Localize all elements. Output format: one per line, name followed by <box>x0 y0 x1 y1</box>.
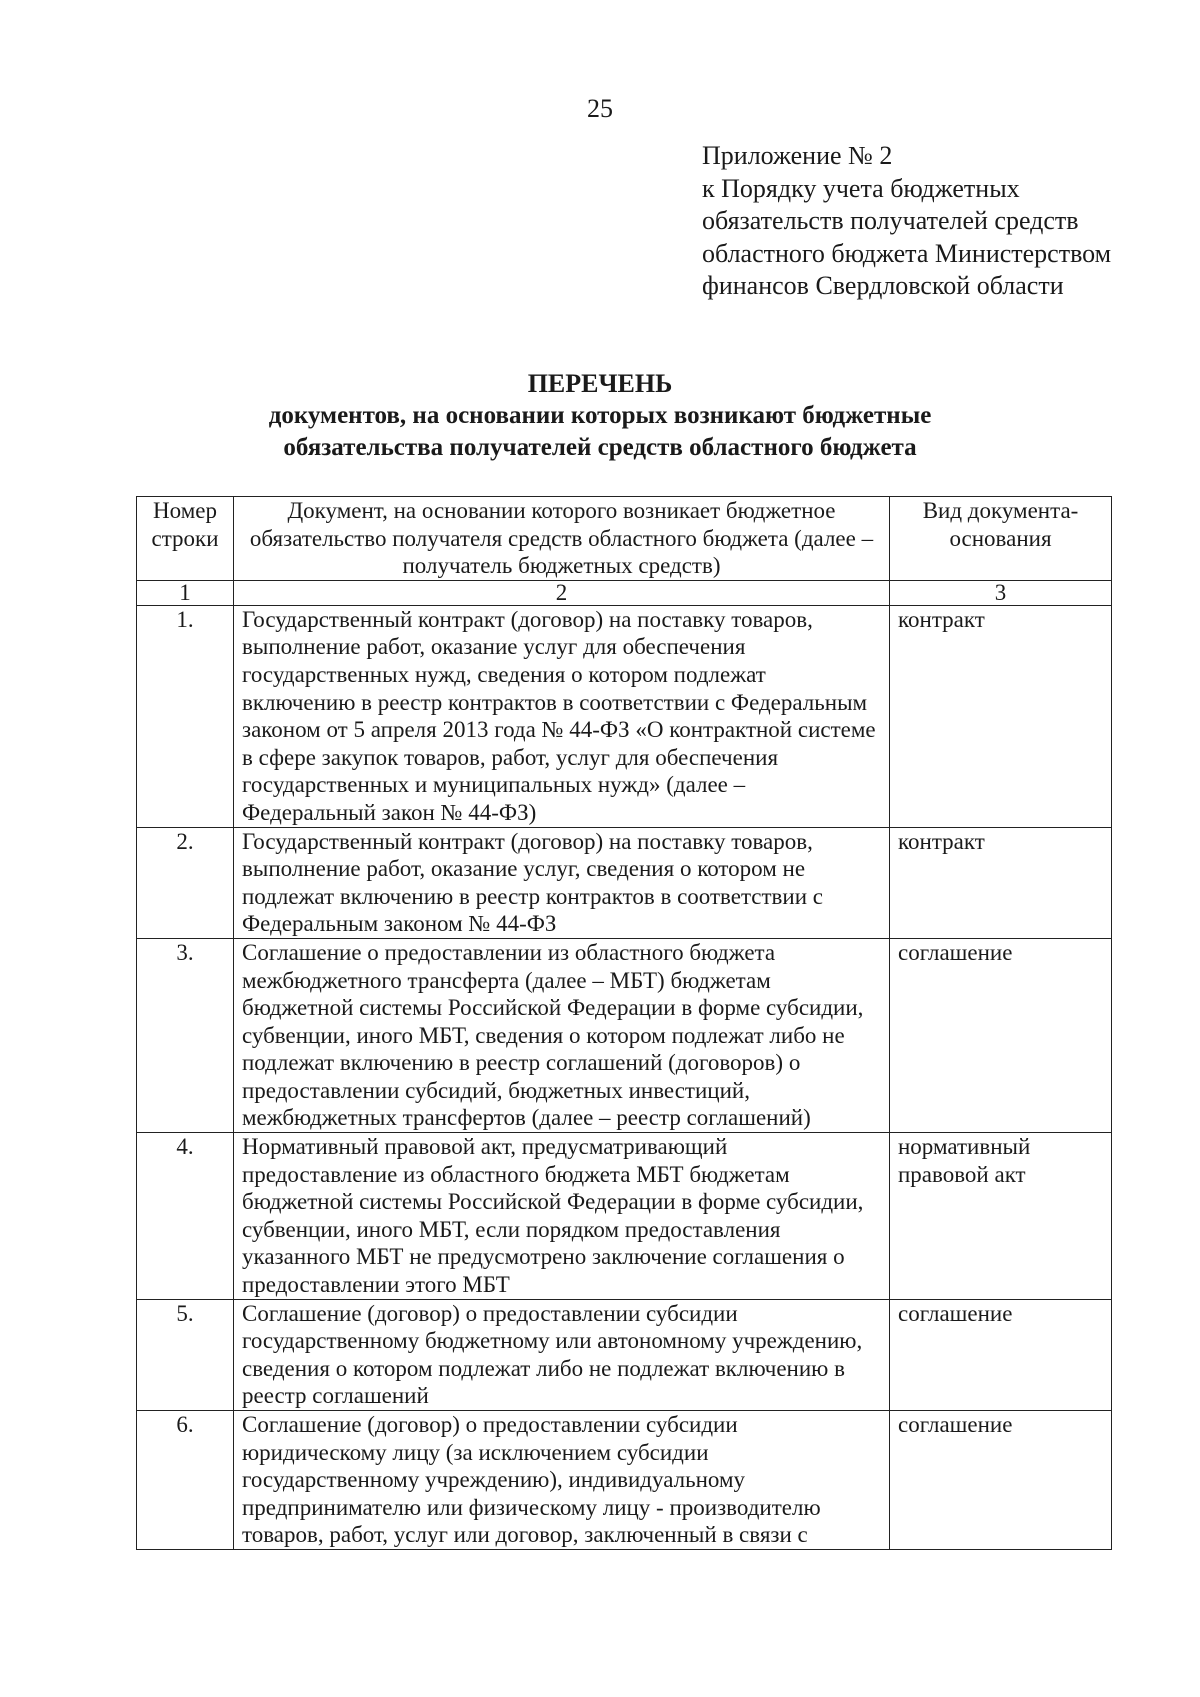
title-subtitle-line: обязательства получателей средств областного бюджета <box>283 434 917 461</box>
row-number: 3. <box>137 938 234 1132</box>
row-document-kind: соглашение <box>890 1299 1112 1410</box>
row-document-kind: контракт <box>890 827 1112 938</box>
appendix-line: областного бюджета Министерством <box>702 238 1112 268</box>
table-row <box>137 605 1112 827</box>
title-main: ПЕРЕЧЕНЬ <box>527 369 673 398</box>
table-row <box>137 1133 1112 1300</box>
row-document-kind: нормативный правовой акт <box>890 1133 1112 1300</box>
row-document: Государственный контракт (договор) на поставку товаров, выполнение работ, оказание услуг для обеспечения государственных нужд, сведения о котором подлежат включению в реестр контрактов в соответствии с Федеральным законом от 5 апреля 2013 года № 44-ФЗ «О контрактной системе в сфере закупок товаров, работ, услуг для обеспечения государственных и муниципальных нужд» (далее – Федеральный закон № 44-ФЗ) <box>234 605 890 827</box>
document-title <box>0 368 1200 464</box>
row-number: 2. <box>137 827 234 938</box>
row-document: Нормативный правовой акт, предусматривающий предоставление из областного бюджета МБТ бюджетам бюджетной системы Российской Федерации в форме субсидии, субвенции, иного МБТ, если порядком предоставления указанного МБТ не предусмотрено заключение соглашения о предоставлении этого МБТ <box>234 1133 890 1300</box>
header-document: Документ, на основании которого возникает бюджетное обязательство получателя средств областного бюджета (далее – получатель бюджетных средств) <box>234 497 890 581</box>
column-number: 1 <box>137 580 234 605</box>
appendix-note <box>702 140 1111 303</box>
header-document-kind: Вид документа-основания <box>890 497 1112 581</box>
row-document: Соглашение (договор) о предоставлении субсидии юридическому лицу (за исключением субсидии государственному учреждению), индивидуальному предпринимателю или физическому лицу - производителю товаров, работ, услуг или договор, заключенный в связи с <box>234 1411 890 1550</box>
row-document-kind: соглашение <box>890 938 1112 1132</box>
appendix-line: Приложение № 2 <box>702 141 893 170</box>
documents-table <box>136 496 1112 1550</box>
appendix-line: обязательств получателей средств <box>702 206 1079 235</box>
table-row <box>137 827 1112 938</box>
column-number: 3 <box>890 580 1112 605</box>
row-document: Соглашение (договор) о предоставлении субсидии государственному бюджетному или автономному учреждению, сведения о котором подлежат либо не подлежат включению в реестр соглашений <box>234 1299 890 1410</box>
table-row <box>137 1411 1112 1550</box>
title-subtitle-line: документов, на основании которых возникают бюджетные <box>268 402 932 429</box>
appendix-line: финансов Свердловской области <box>702 271 1064 300</box>
row-number: 1. <box>137 605 234 827</box>
row-document-kind: соглашение <box>890 1411 1112 1550</box>
table-row <box>137 938 1112 1132</box>
row-document: Государственный контракт (договор) на поставку товаров, выполнение работ, оказание услуг, сведения о котором не подлежат включению в реестр контрактов в соответствии с Федеральным законом № 44-ФЗ <box>234 827 890 938</box>
row-number: 5. <box>137 1299 234 1410</box>
appendix-line: к Порядку учета бюджетных <box>702 173 1020 203</box>
column-number: 2 <box>234 580 890 605</box>
page-number: 25 <box>587 94 613 123</box>
table-row <box>137 1299 1112 1410</box>
header-row-number: Номер строки <box>137 497 234 581</box>
column-numbers-row <box>137 580 1112 605</box>
row-document: Соглашение о предоставлении из областного бюджета межбюджетного трансферта (далее – МБТ) бюджетам бюджетной системы Российской Федерации в форме субсидии, субвенции, иного МБТ, сведения о котором подлежат либо не подлежат включению в реестр соглашений (договоров) о предоставлении субсидий, бюджетных инвестиций, межбюджетных трансфертов (далее – реестр соглашений) <box>234 938 890 1132</box>
row-number: 4. <box>137 1133 234 1300</box>
table-header-row <box>137 497 1112 581</box>
row-number: 6. <box>137 1411 234 1550</box>
row-document-kind: контракт <box>890 605 1112 827</box>
